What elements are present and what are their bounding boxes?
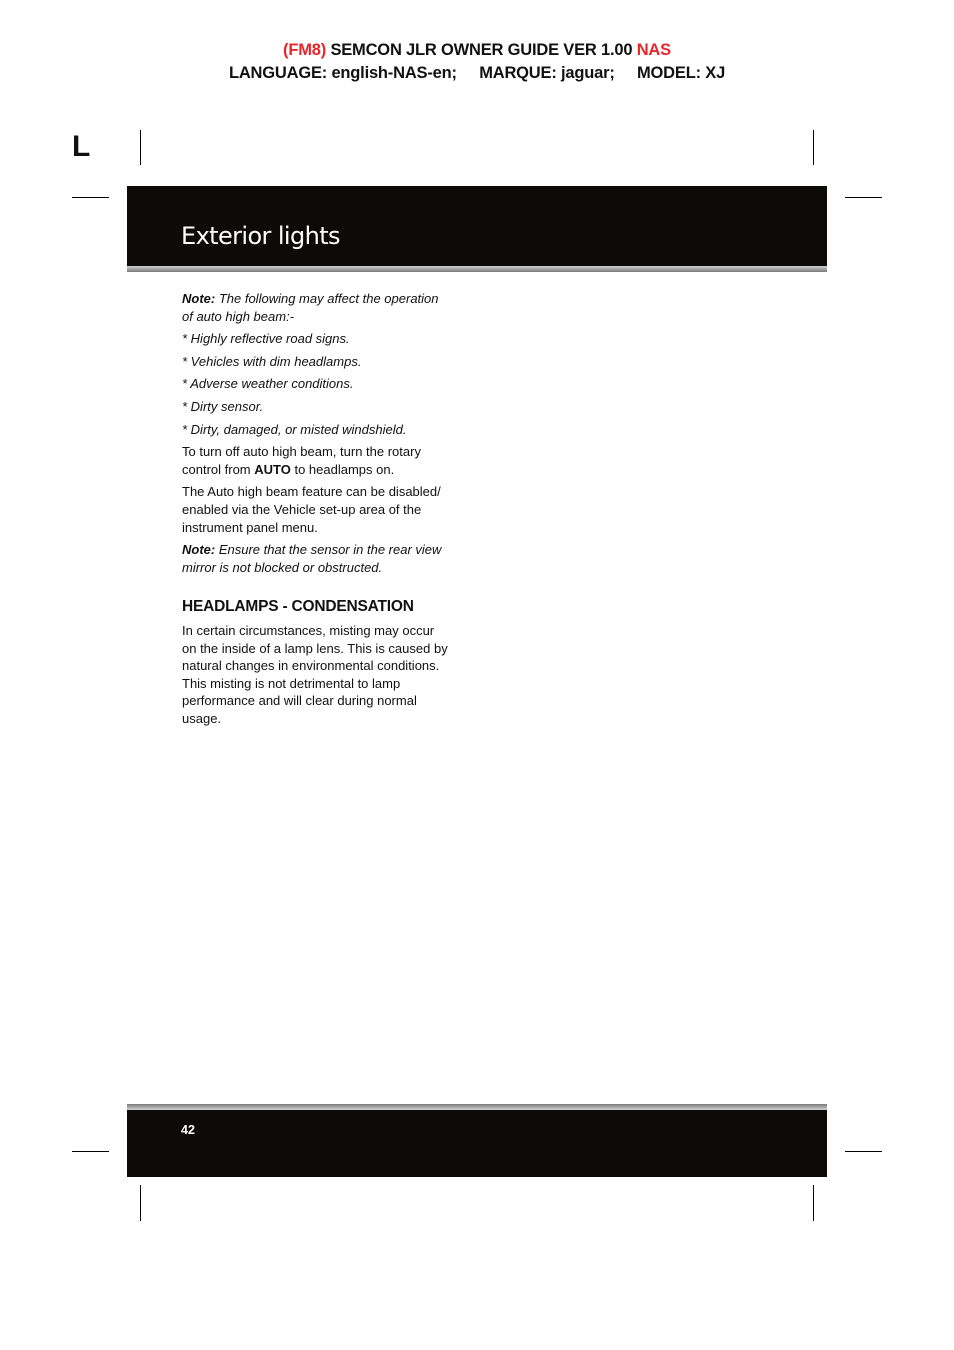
header-prefix: (FM8) bbox=[283, 41, 327, 59]
note-auto-high-beam bbox=[182, 290, 452, 325]
crop-mark bbox=[140, 130, 141, 165]
note-label: Note: bbox=[182, 542, 216, 558]
auto-keyword: AUTO bbox=[254, 461, 291, 477]
paragraph-disable: The Auto high beam feature can be disabled/ enabled via the Vehicle set-up area of the instrument panel menu. bbox=[182, 484, 441, 535]
paragraph-turn-off bbox=[182, 443, 452, 478]
crop-mark bbox=[845, 197, 882, 198]
note-label: Note: bbox=[182, 291, 216, 306]
header-marque: MARQUE: jaguar; bbox=[479, 64, 615, 82]
header-model: MODEL: XJ bbox=[637, 64, 726, 82]
section-heading: HEADLAMPS - CONDENSATION bbox=[182, 598, 414, 616]
crop-mark bbox=[813, 1185, 814, 1221]
content-column bbox=[182, 290, 452, 732]
note-sensor bbox=[182, 541, 452, 576]
footer-bar bbox=[127, 1108, 827, 1177]
header-title: SEMCON JLR OWNER GUIDE VER 1.00 bbox=[330, 41, 633, 59]
crop-mark bbox=[72, 197, 109, 198]
section-title-bar bbox=[127, 186, 827, 268]
header-suffix: NAS bbox=[636, 41, 671, 59]
side-mark: L bbox=[72, 130, 91, 163]
paragraph-condensation: In certain circumstances, misting may occur on the inside of a lamp lens. This is caused by natural changes in environmental conditions. This misting is not detrimental to lamp performance and will clear during normal usage. bbox=[182, 622, 448, 726]
bullet-item: * Vehicles with dim headlamps. bbox=[182, 353, 362, 369]
page-number: 42 bbox=[181, 1123, 195, 1137]
bullet-item: * Dirty sensor. bbox=[182, 398, 264, 414]
crop-mark bbox=[813, 130, 814, 165]
note-text: The following may affect the operation of auto high beam:- bbox=[182, 291, 439, 324]
header-language: LANGUAGE: english-NAS-en; bbox=[228, 64, 457, 82]
section-title: Exterior lights bbox=[181, 222, 340, 250]
crop-mark bbox=[140, 1185, 141, 1221]
bullet-item: * Highly reflective road signs. bbox=[182, 331, 350, 347]
crop-mark bbox=[845, 1151, 882, 1152]
bullet-item: * Dirty, damaged, or misted windshield. bbox=[182, 421, 407, 437]
bullet-item: * Adverse weather conditions. bbox=[182, 376, 354, 392]
doc-header-line-1 bbox=[0, 41, 954, 60]
paragraph-text: to headlamps on. bbox=[290, 461, 395, 477]
note-text: Ensure that the sensor in the rear view mirror is not blocked or obstructed. bbox=[182, 542, 442, 575]
doc-header-line-2 bbox=[0, 64, 954, 83]
paragraph-text: To turn off auto high beam, turn the rotary control from bbox=[182, 444, 421, 477]
crop-mark bbox=[72, 1151, 109, 1152]
